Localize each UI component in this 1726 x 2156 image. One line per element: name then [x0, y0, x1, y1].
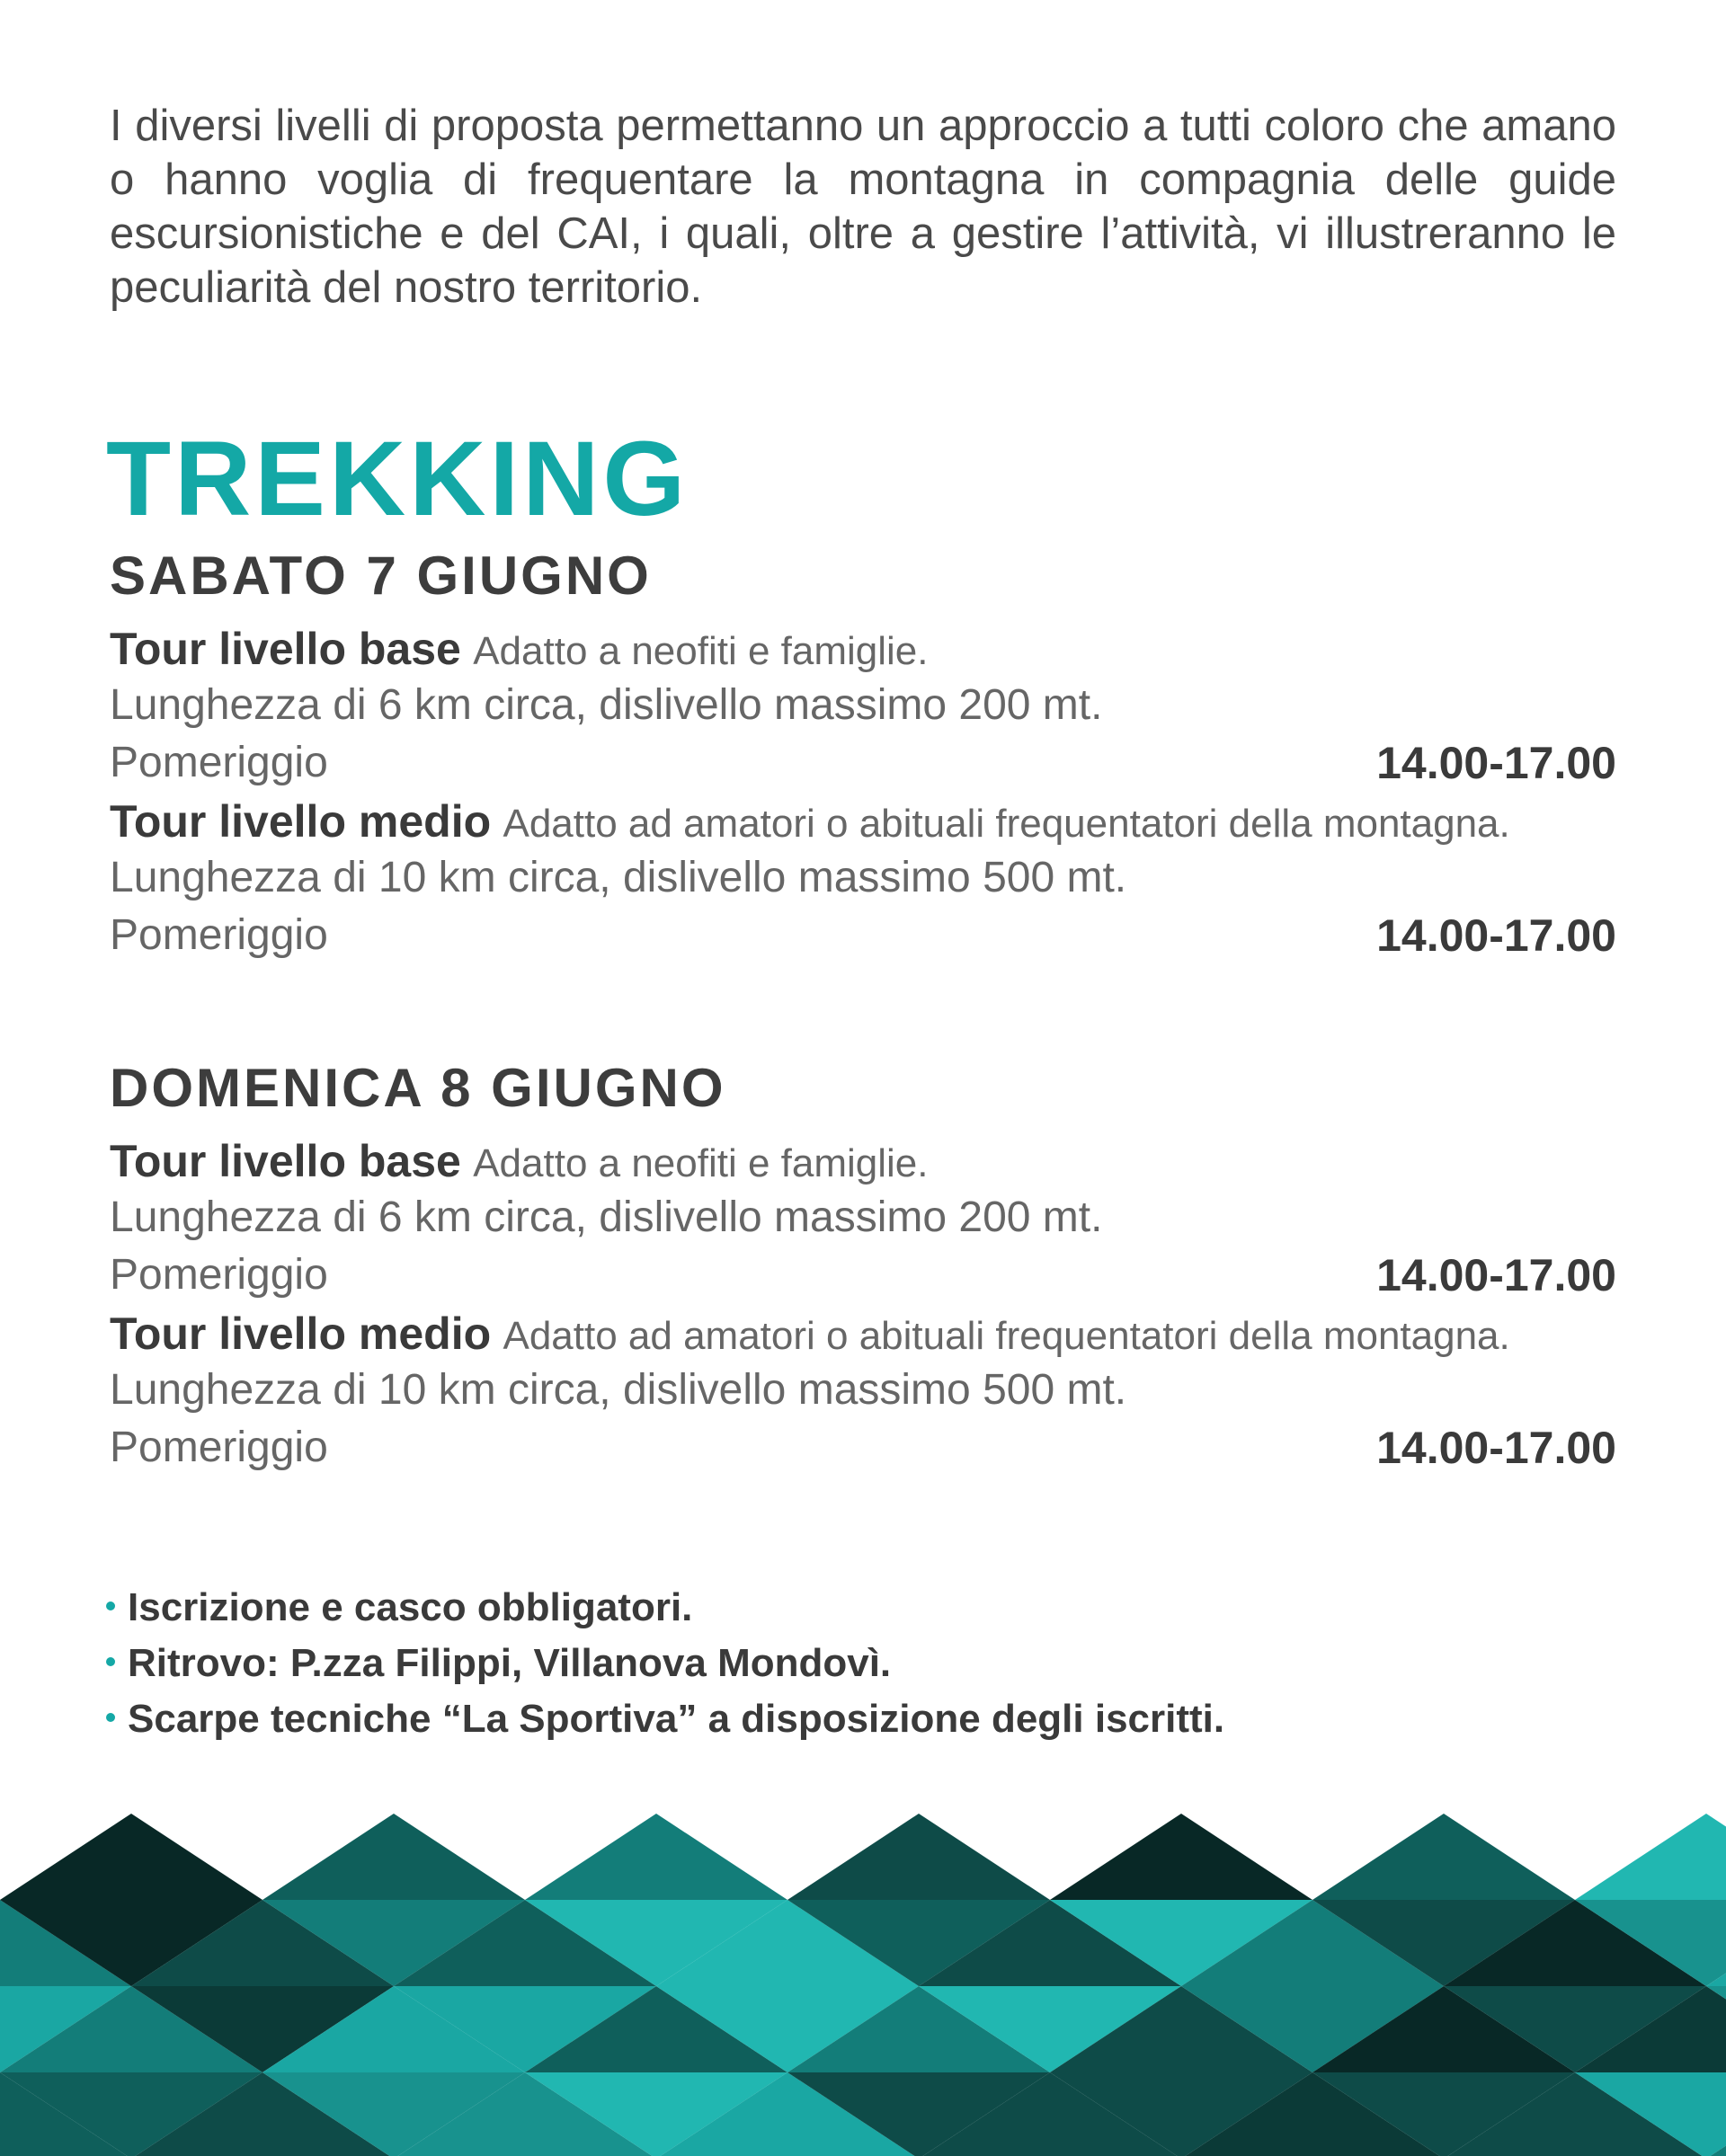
- tour-length: Lunghezza di 10 km circa, dislivello massimo 500 mt.: [110, 1366, 1127, 1414]
- tour-period: Pomeriggio: [110, 1424, 328, 1471]
- tour-period: Pomeriggio: [110, 739, 328, 786]
- bullet-icon: [106, 1601, 115, 1610]
- tour-description: Adatto ad amatori o abituali frequentatori della montagna.: [503, 802, 1510, 846]
- tour-time: 14.00-17.00: [1376, 1250, 1616, 1300]
- tour-name: Tour livello medio: [110, 796, 492, 847]
- decorative-triangle-pattern: [0, 1814, 1726, 2156]
- tour-time: 14.00-17.00: [1376, 738, 1616, 788]
- pattern-triangle: [262, 1814, 525, 1900]
- tour-name: Tour livello base: [110, 1136, 461, 1186]
- tour-saturday-medio: [110, 793, 1616, 965]
- pattern-triangle: [525, 1814, 787, 1900]
- tour-description: Adatto a neofiti e famiglie.: [473, 1141, 929, 1185]
- bullet-icon: [106, 1713, 115, 1722]
- tour-name: Tour livello base: [110, 624, 461, 674]
- note-item: Scarpe tecniche “La Sportiva” a disposizione degli iscritti.: [106, 1691, 1224, 1747]
- pattern-triangle: [1050, 1814, 1312, 1900]
- tour-saturday-base: [110, 620, 1616, 793]
- tour-description: Adatto a neofiti e famiglie.: [473, 629, 929, 673]
- note-item: Ritrovo: P.zza Filippi, Villanova Mondovì.: [106, 1636, 1224, 1691]
- tour-time: 14.00-17.00: [1376, 910, 1616, 961]
- tour-description: Adatto ad amatori o abituali frequentatori della montagna.: [503, 1314, 1510, 1358]
- day-heading-saturday: SABATO 7 GIUGNO: [110, 546, 652, 606]
- pattern-triangle: [1312, 1814, 1575, 1900]
- pattern-triangle: [1575, 1814, 1726, 1900]
- day-heading-sunday: DOMENICA 8 GIUGNO: [110, 1058, 726, 1118]
- tour-length: Lunghezza di 6 km circa, dislivello massimo 200 mt.: [110, 1193, 1103, 1241]
- pattern-triangle: [787, 1814, 1050, 1900]
- bullet-icon: [106, 1657, 115, 1666]
- note-item: Iscrizione e casco obbligatori.: [106, 1580, 1224, 1636]
- tour-name: Tour livello medio: [110, 1309, 492, 1359]
- tour-sunday-base: [110, 1132, 1616, 1305]
- tour-time: 14.00-17.00: [1376, 1423, 1616, 1473]
- tour-sunday-medio: [110, 1305, 1616, 1477]
- tour-period: Pomeriggio: [110, 911, 328, 959]
- page-title: TREKKING: [106, 420, 690, 538]
- notes-list: [106, 1580, 1224, 1747]
- tour-length: Lunghezza di 6 km circa, dislivello massimo 200 mt.: [110, 681, 1103, 729]
- pattern-triangle: [0, 1814, 262, 1900]
- tour-period: Pomeriggio: [110, 1251, 328, 1299]
- tour-length: Lunghezza di 10 km circa, dislivello massimo 500 mt.: [110, 854, 1127, 901]
- intro-paragraph: I diversi livelli di proposta permettanno un approccio a tutti coloro che amano o hanno voglia di frequentare la montagna in compagnia delle guide escursionistiche e del CAI, i quali, oltre a gestire l’attività, vi illustreranno le peculiarità del nostro territorio.: [110, 102, 1616, 312]
